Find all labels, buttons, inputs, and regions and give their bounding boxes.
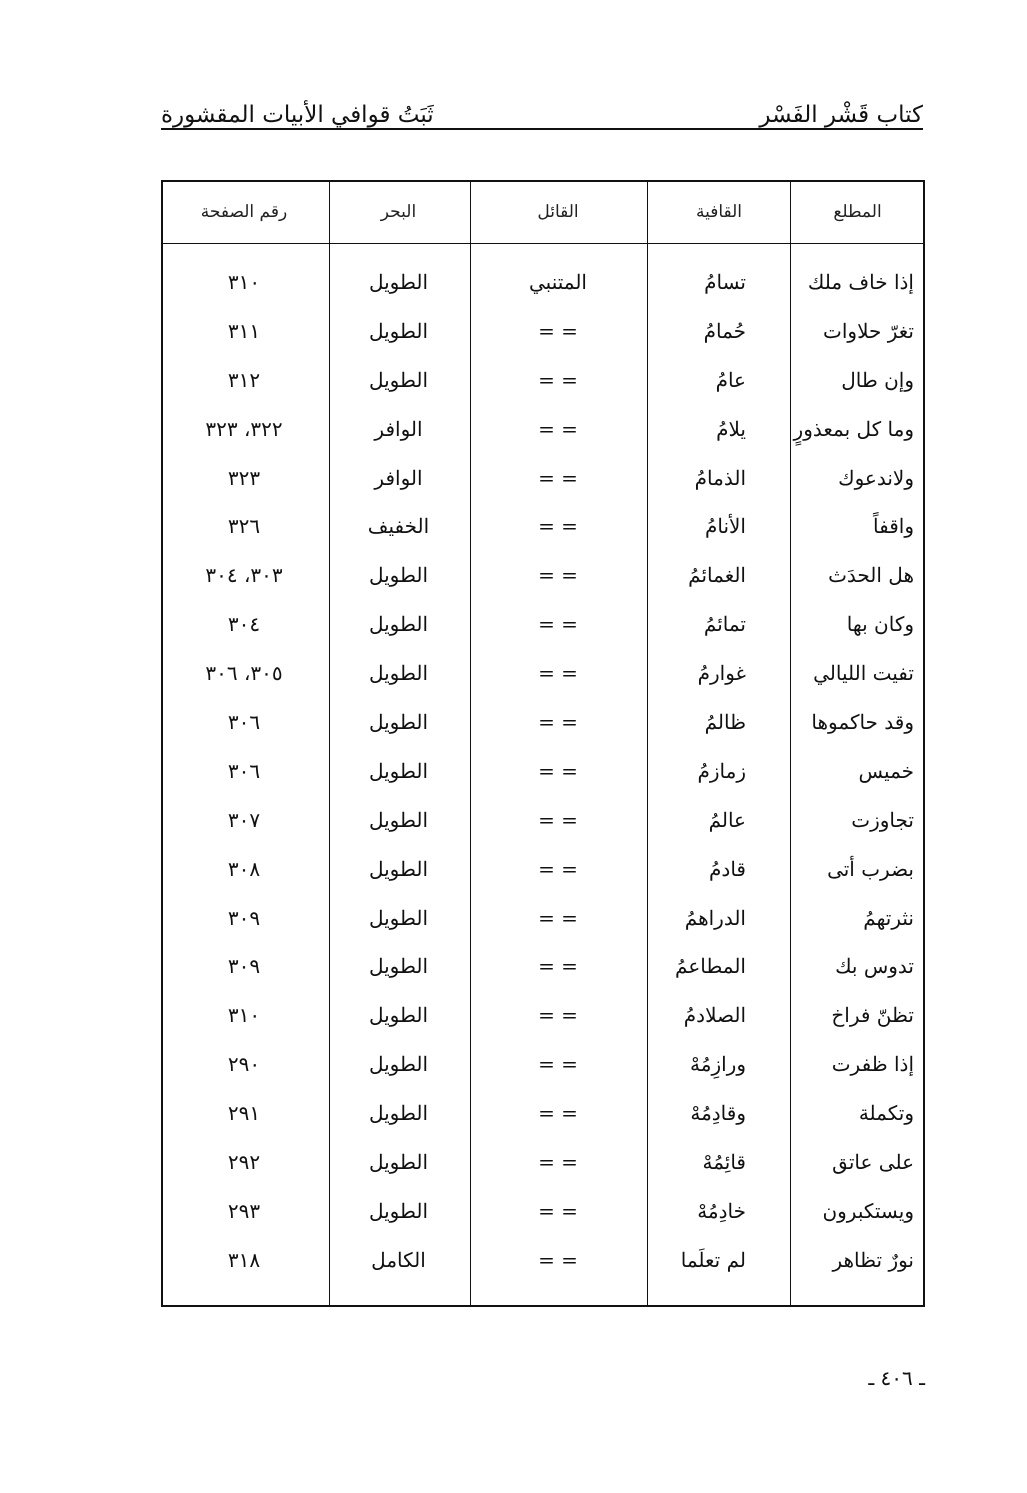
cell-qafiya: الأنامُ	[704, 514, 746, 539]
cell-matla: وتكملة	[858, 1101, 914, 1126]
cell-qafiya: ورازِمُهْ	[690, 1052, 746, 1077]
header-rule	[161, 128, 923, 130]
cell-qa2il: المتنبي	[529, 270, 587, 294]
table-row	[163, 456, 923, 505]
cell-bahr: الطويل	[368, 954, 429, 979]
cell-qafiya: عالمُ	[708, 807, 746, 832]
cell-bahr: الطويل	[368, 905, 429, 930]
cell-bahr: الطويل	[368, 270, 429, 294]
running-header	[161, 86, 923, 128]
cell-page: ٢٩١	[227, 1101, 261, 1126]
cell-page: ٣١٨	[227, 1247, 261, 1272]
cell-matla: وقد حاكموها	[811, 710, 914, 735]
page-number: ـ ٤٠٦ ـ	[868, 1366, 925, 1390]
column-header-qa2il: القائل	[537, 202, 579, 222]
table-row	[163, 309, 923, 358]
table-row	[163, 798, 923, 847]
table-row	[163, 1189, 923, 1238]
cell-bahr: الطويل	[368, 661, 429, 686]
cell-qa2il: = =	[538, 1003, 578, 1028]
table-row	[163, 358, 923, 407]
cell-qa2il: = =	[538, 367, 578, 392]
book-title: كتاب قَشْر الفَسْر	[759, 102, 923, 128]
table-header	[163, 182, 923, 243]
cell-page: ٣١٠	[227, 1003, 261, 1028]
cell-bahr: الطويل	[368, 563, 429, 588]
column-header-bahr: البحر	[380, 202, 417, 222]
cell-bahr: الطويل	[368, 612, 429, 637]
cell-qa2il: = =	[538, 465, 578, 490]
cell-qa2il: = =	[538, 1198, 578, 1223]
cell-bahr: الخفيف	[367, 514, 430, 539]
cell-qafiya: عامُ	[715, 367, 746, 392]
cell-qafiya: الصلادمُ	[683, 1003, 746, 1028]
cell-qa2il: = =	[538, 758, 578, 783]
table-row	[163, 1238, 923, 1287]
cell-qa2il: = =	[538, 710, 578, 735]
cell-qafiya: المطاعمُ	[675, 954, 746, 979]
cell-bahr: الطويل	[368, 1101, 429, 1126]
cell-page: ٢٩٢	[227, 1150, 261, 1175]
cell-qa2il: = =	[538, 1150, 578, 1175]
cell-page: ٣١٠	[227, 270, 261, 294]
cell-qafiya: وقادِمُهْ	[690, 1101, 746, 1126]
table-row	[163, 749, 923, 798]
table-row	[163, 1140, 923, 1189]
rhyme-index-table	[161, 180, 925, 1307]
cell-matla: وما كل بمعذورٍ	[793, 416, 914, 441]
cell-page: ٣٠٧	[227, 807, 261, 832]
cell-qa2il: = =	[538, 954, 578, 979]
cell-matla: خميس	[858, 758, 914, 783]
cell-page: ٣٠٦	[227, 710, 261, 735]
cell-qafiya: لم تعلَما	[680, 1247, 746, 1272]
section-title: ثَبَتُ قوافي الأبيات المقشورة	[161, 102, 434, 128]
cell-qafiya: قادمُ	[709, 856, 746, 881]
cell-qa2il: = =	[538, 514, 578, 539]
cell-bahr: الطويل	[368, 367, 429, 392]
cell-bahr: الطويل	[368, 1052, 429, 1077]
column-header-matla: المطلع	[833, 202, 882, 222]
cell-matla: وإن طال	[841, 367, 914, 392]
cell-bahr: الطويل	[368, 856, 429, 881]
cell-qafiya: قائِمُهْ	[702, 1150, 746, 1175]
cell-qa2il: = =	[538, 856, 578, 881]
cell-bahr: الطويل	[368, 1198, 429, 1223]
cell-qa2il: = =	[538, 563, 578, 588]
cell-matla: واقفاً	[873, 514, 914, 539]
cell-page: ٢٩٣	[227, 1198, 261, 1223]
table-row	[163, 504, 923, 553]
cell-page: ٣٠٤	[227, 612, 261, 637]
cell-qa2il: = =	[538, 1052, 578, 1077]
cell-bahr: الوافر	[374, 416, 423, 441]
table-row	[163, 651, 923, 700]
header-divider	[163, 243, 923, 244]
cell-matla: إذا خاف ملك	[807, 270, 914, 294]
cell-matla: تجاوزت	[851, 807, 914, 832]
cell-qafiya: غوارمُ	[697, 661, 746, 686]
cell-matla: ويستكبرون	[822, 1198, 914, 1223]
column-header-page: رقم الصفحة	[200, 202, 288, 222]
cell-bahr: الطويل	[368, 1003, 429, 1028]
cell-matla: نورٌ تظاهر	[832, 1247, 914, 1272]
cell-page: ٣٠٣، ٣٠٤	[205, 563, 283, 588]
cell-qafiya: تمائمُ	[703, 612, 746, 637]
table-row	[163, 847, 923, 896]
table-row	[163, 553, 923, 602]
cell-matla: تظنّ فراخ	[831, 1003, 914, 1028]
cell-matla: تغرّ حلاوات	[823, 318, 914, 343]
table-row	[163, 944, 923, 993]
cell-bahr: الطويل	[368, 1150, 429, 1175]
cell-qa2il: = =	[538, 661, 578, 686]
cell-qa2il: = =	[538, 612, 578, 637]
cell-page: ٣١٢	[227, 367, 261, 392]
cell-matla: نثرتهمُ	[863, 905, 914, 930]
cell-page: ٣٠٩	[227, 905, 261, 930]
cell-matla: إذا ظفرت	[831, 1052, 914, 1077]
cell-matla: على عاتق	[832, 1150, 914, 1175]
table-row	[163, 700, 923, 749]
cell-qa2il: = =	[538, 807, 578, 832]
cell-qa2il: = =	[538, 1247, 578, 1272]
table-row	[163, 896, 923, 945]
cell-page: ٣٢٣	[227, 465, 261, 490]
cell-matla: بضرب أتى	[827, 856, 914, 881]
table-row	[163, 1091, 923, 1140]
cell-qafiya: تسامُ	[704, 270, 746, 294]
cell-qafiya: الدراهمُ	[684, 905, 746, 930]
cell-qafiya: حُمامُ	[703, 318, 746, 343]
cell-matla: تدوس بك	[835, 954, 914, 979]
cell-page: ٣٠٦	[227, 758, 261, 783]
cell-qa2il: = =	[538, 416, 578, 441]
cell-bahr: الطويل	[368, 758, 429, 783]
cell-page: ٣٢٦	[227, 514, 261, 539]
cell-page: ٣٢٢، ٣٢٣	[205, 416, 283, 441]
cell-qafiya: الغمائمُ	[688, 563, 746, 588]
cell-matla: ولاندعوك	[838, 465, 914, 490]
cell-matla: وكان بها	[846, 612, 914, 637]
cell-qafiya: الذمامُ	[694, 465, 746, 490]
cell-bahr: الطويل	[368, 318, 429, 343]
table-row	[163, 407, 923, 456]
cell-page: ٢٩٠	[227, 1052, 261, 1077]
cell-page: ٣٠٥، ٣٠٦	[205, 661, 283, 686]
cell-page: ٣٠٩	[227, 954, 261, 979]
table-row	[163, 1042, 923, 1091]
cell-matla: تفيت الليالي	[813, 661, 914, 686]
cell-qafiya: زمازمُ	[697, 758, 746, 783]
cell-bahr: الكامل	[371, 1247, 426, 1272]
column-header-qafiya: القافية	[695, 202, 743, 222]
cell-matla: هل الحدَث	[828, 563, 914, 588]
cell-qa2il: = =	[538, 905, 578, 930]
cell-page: ٣٠٨	[227, 856, 261, 881]
cell-qa2il: = =	[538, 318, 578, 343]
cell-bahr: الوافر	[374, 465, 423, 490]
table-row	[163, 260, 923, 309]
table-row	[163, 602, 923, 651]
cell-qafiya: ظالمُ	[704, 710, 746, 735]
cell-bahr: الطويل	[368, 807, 429, 832]
table-row	[163, 993, 923, 1042]
cell-qafiya: يلامُ	[716, 416, 746, 441]
cell-page: ٣١١	[227, 318, 261, 343]
table-body	[163, 260, 923, 1287]
cell-qafiya: خادِمُهْ	[697, 1198, 746, 1223]
cell-qa2il: = =	[538, 1101, 578, 1126]
cell-bahr: الطويل	[368, 710, 429, 735]
